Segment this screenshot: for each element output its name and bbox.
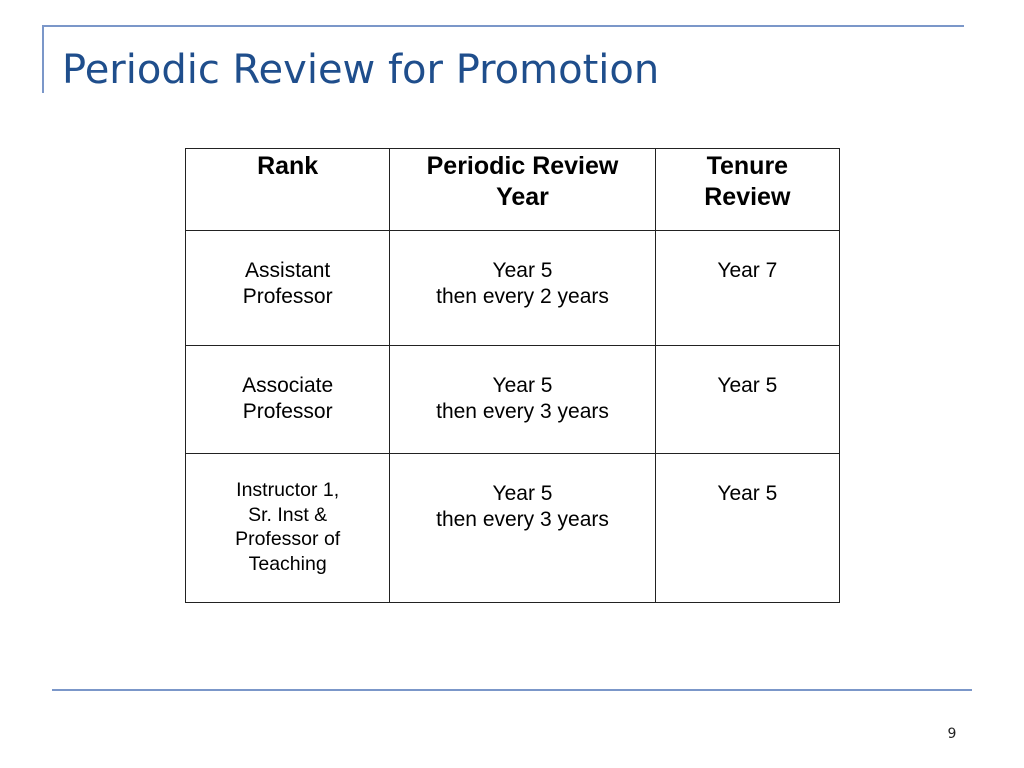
review-table	[185, 148, 840, 603]
periodic-line: then every 2 years	[436, 285, 609, 308]
periodic-line: Year 5	[492, 482, 553, 505]
header-rank-line: Rank	[257, 152, 319, 180]
rank-cell	[186, 231, 390, 346]
header-tenure-line: Review	[704, 183, 791, 211]
periodic-line: Year 5	[492, 259, 553, 282]
header-periodic-review-year	[390, 149, 655, 231]
periodic-line: then every 3 years	[436, 400, 609, 423]
top-rule	[42, 25, 964, 27]
table-row	[186, 346, 840, 454]
header-tenure-line: Tenure	[706, 152, 789, 180]
rank-line: Professor	[242, 285, 333, 308]
periodic-line: then every 3 years	[436, 508, 609, 531]
tenure-line: Year 5	[717, 482, 778, 505]
periodic-review-cell	[390, 346, 655, 454]
header-periodic-line: Periodic Review	[426, 152, 619, 180]
tenure-review-cell	[655, 231, 839, 346]
table-header-row	[186, 149, 840, 231]
rank-line: Instructor 1,	[236, 479, 340, 501]
tenure-line: Year 5	[717, 374, 778, 397]
tenure-review-cell	[655, 454, 839, 603]
tenure-review-cell	[655, 346, 839, 454]
rank-line: Assistant	[245, 259, 331, 282]
table-row	[186, 454, 840, 603]
table-row	[186, 231, 840, 346]
page-number: 9	[947, 726, 957, 742]
rank-line: Teaching	[248, 552, 327, 575]
header-periodic-line: Year	[496, 183, 549, 211]
rank-line: Professor of	[235, 528, 341, 550]
rank-line: Associate	[242, 374, 334, 397]
rank-cell	[186, 454, 390, 603]
periodic-review-cell	[390, 454, 655, 603]
tenure-line: Year 7	[717, 259, 778, 282]
header-rank	[186, 149, 390, 231]
rank-line: Professor	[242, 400, 333, 423]
rank-cell	[186, 346, 390, 454]
periodic-line: Year 5	[492, 374, 553, 397]
slide-title: Periodic Review for Promotion	[62, 47, 660, 93]
periodic-review-cell	[390, 231, 655, 346]
left-rule	[42, 25, 44, 93]
header-tenure-review	[655, 149, 839, 231]
bottom-rule	[52, 689, 972, 691]
rank-line: Sr. Inst &	[248, 503, 328, 526]
